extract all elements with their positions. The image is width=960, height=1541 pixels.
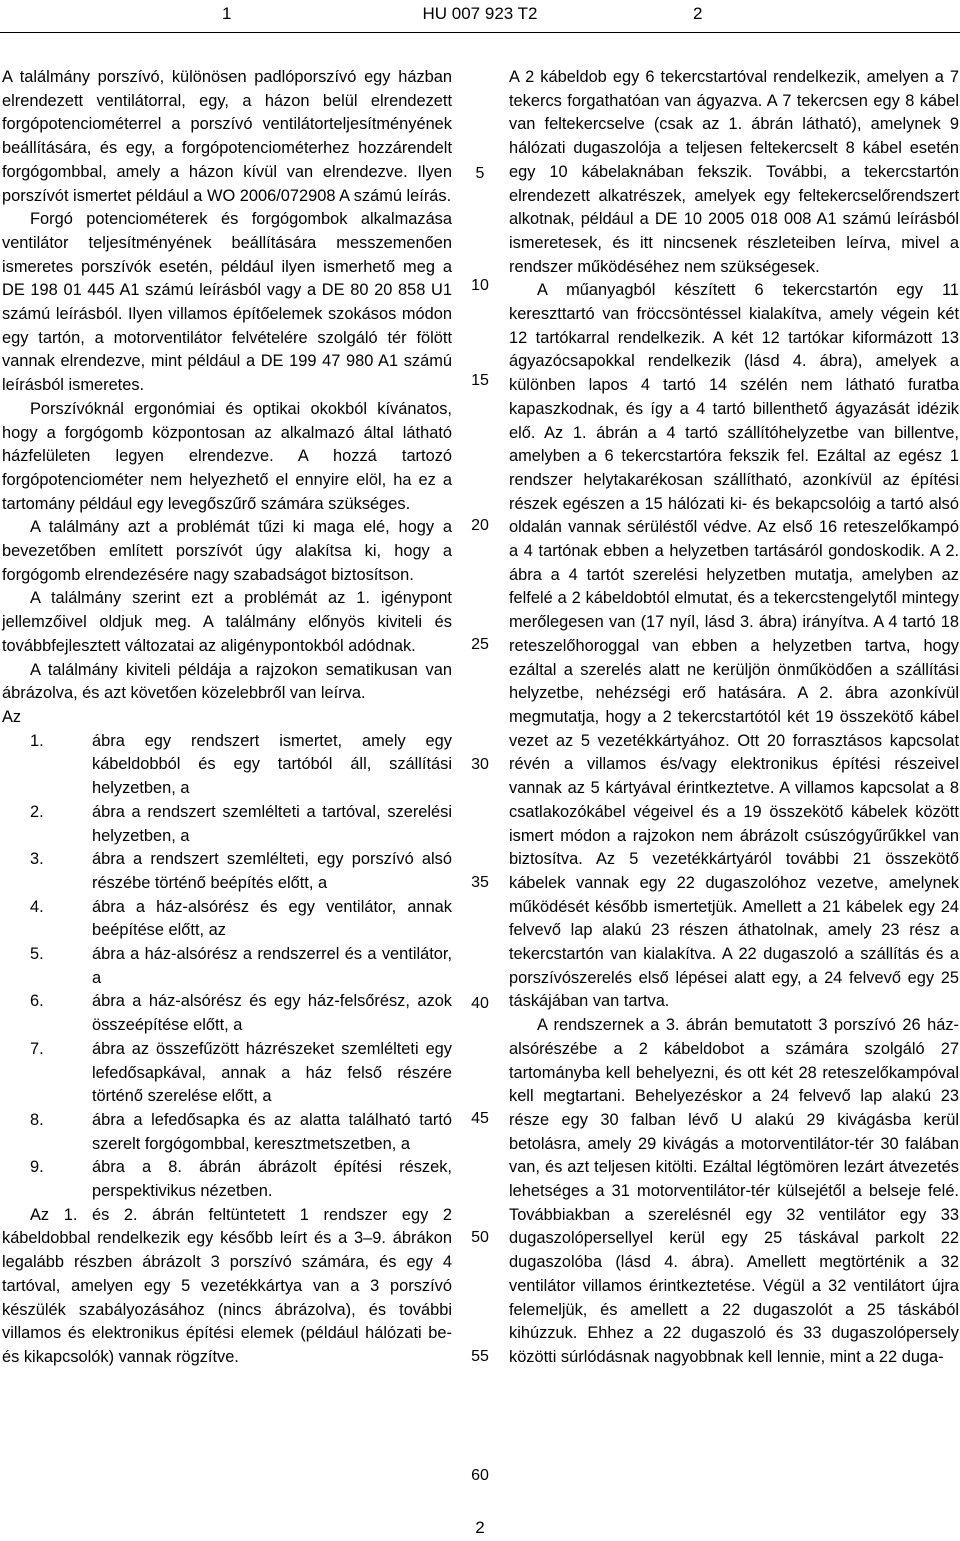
page-header — [0, 2, 960, 30]
line-number: 45 — [471, 1110, 489, 1127]
page-number-right: 2 — [693, 4, 703, 23]
figure-list-intro: Az — [2, 707, 22, 726]
figure-list — [2, 730, 452, 1204]
line-number: 55 — [471, 1348, 489, 1365]
paragraph: A találmány kiviteli példája a rajzokon sematikusan van ábrázolva, és azt követően közelebbről van leírva. — [2, 660, 452, 703]
figure-number: 7. — [30, 1039, 44, 1058]
paragraph: A 2 kábeldob egy 6 tekercstartóval rendelkezik, amelyen a 7 tekercs forgathatóan van ágyazva. A 7 tekercsen egy 8 kábel van feltekercselve (csak az 1. ábrán látható), amelynek 9 hálózati dugaszolója a teljesen feltekercselt 8 kábel esetén egy 10 kábelaknában fekszik. További, a tekercstartón elrendezett alkatrészek, amelyek egy feltekercselőrendszert alkotnak, például a DE 10 2005 018 008 A1 számú leírásból ismeretesek, és itt nincsenek részleteiben leírva, mivel a rendszer működéséhez nem szükségesek. — [509, 68, 959, 276]
line-number: 10 — [471, 277, 489, 294]
figure-description: ábra az összefűzött házrészeket szemlélteti egy lefedősapkával, annak a ház felső részére történő szerelése előtt, a — [92, 1039, 452, 1106]
paragraph: A rendszernek a 3. ábrán bemutatott 3 porszívó 26 ház-alsórészébe a 2 kábeldobot a számára szolgáló 27 tartományba kell behelyezni, és ott két 28 reteszelőkampóval kell megtartani. Behelyezéskor a 24 felvevő lap alakú 23 része egy 30 falban lévő U alakú 29 kivágásba kerül betolásra, amely 29 kivágás a motorventilátor-tér 30 falában van, és azt teljesen kitölti. Ezáltal légtömören lezárt átvezetés lehetséges a 31 motorventilátor-tér külsejétől a belseje felé. Továbbiakban a szerelésnél egy 32 ventilátor egy 33 dugaszolópersellyel kerül egy 25 táskával parkolt 22 dugaszolóba (lásd 4. ábra). Amellett megtörténik a 32 ventilátor villamos érintkeztetése. Végül a 32 ventilátort újra felemeljük, és amellett a 22 dugaszolót a 25 táskából kihúzzuk. Ehhez a 22 dugaszoló és 33 dugaszolópersely közötti súrlódásnak nagyobbnak kell lennie, mint a 22 duga- — [509, 1016, 959, 1366]
figure-item — [2, 1038, 452, 1109]
paragraph: A találmány szerint ezt a problémát az 1. igénypont jellemzőivel oldjuk meg. A találmány előnyös kiviteli és továbbfejlesztett változatai az aligénypontokból adódnak. — [2, 589, 452, 655]
line-number: 15 — [471, 372, 489, 389]
figure-description: ábra a 8. ábrán ábrázolt építési részek, perspektivikus nézetben. — [92, 1158, 452, 1201]
figure-item — [2, 801, 452, 848]
figure-description: ábra a ház-alsórész és egy ház-felsőrész, azok összeépítése előtt, a — [92, 992, 452, 1035]
figure-number: 5. — [30, 945, 44, 964]
figure-item — [2, 896, 452, 943]
paragraph: A találmány porszívó, különösen padlóporszívó egy házban elrendezett ventilátorral, egy, a házon belül elrendezett forgópotenciométerrel a porszívó ventilátorteljesítményének beállítására, és egy, a forgópotenciométerhez hozzárendelt forgógombbal, amely a házon kívül van elrendezve. Ilyen porszívót ismertet például a WO 2006/072908 A számú leírás. — [2, 68, 452, 205]
left-column — [2, 66, 452, 1370]
paragraph: Az 1. és 2. ábrán feltüntetett 1 rendszer egy 2 kábeldobbal rendelkezik egy később leírt és a 3–9. ábrákon legalább részben ábrázolt 3 porszívó számára, és egy 4 tartóval, amelyen egy 5 vezetékkártya van a 3 porszívó készülék szabályozásához (nincs ábrázolva), és további villamos és elektronikus építési elemek (például hálózati be- és kikapcsolók) vannak rögzítve. — [2, 1205, 452, 1366]
figure-number: 9. — [30, 1158, 44, 1177]
figure-number: 2. — [30, 802, 44, 821]
paragraph: Forgó potenciométerek és forgógombok alkalmazása ventilátor teljesítményének beállítására messzemenően ismeretes porszívók esetén, például ilyen ismerhető meg a DE 198 01 445 A1 számú leírásból vagy a DE 80 20 858 U1 számú leírásból. Ilyen villamos építőelemek szokásos módon egy tartón, a motorventilátor felvételére szolgáló tér fölött vannak elrendezve, mint például a DE 199 47 980 A1 számú leírásból ismeretes. — [2, 210, 452, 395]
figure-description: ábra a lefedősapka és az alatta található tartó szerelt forgógombbal, keresztmetszetben, a — [92, 1110, 452, 1153]
figure-description: ábra a ház-alsórész és egy ventilátor, annak beépítése előtt, az — [92, 897, 452, 940]
figure-description: ábra a rendszert szemlélteti a tartóval, szerelési helyzetben, a — [92, 802, 452, 845]
figure-item — [2, 730, 452, 801]
figure-description: ábra a ház-alsórész a rendszerrel és a ventilátor, a — [92, 945, 452, 987]
paragraph: Porszívóknál ergonómiai és optikai okokból kívánatos, hogy a forgógomb központosan az alkalmazó által látható házfelületen legyen elrendezve. A hozzá tartozó forgópotenciométer nem helyezhető el ennyire elöl, ha ez a tartomány például egy levegőszűrő számára szükséges. — [2, 399, 452, 513]
figure-description: ábra a rendszert szemlélteti, egy porszívó alsó részébe történő beépítés előtt, a — [92, 850, 452, 892]
paragraph: A műanyagból készített 6 tekercstartón egy 11 kereszttartó van fröccsöntéssel kialakítva, amely végein két 12 tartókarral rendelkezik. A két 12 tartókar kiformázott 13 ágyazócsapokkal rendelkezik (lásd 4. ábra), amelyek a különben lapos 4 tartó 14 szélén nem látható furatba kapaszkodnak, és így a 4 tartó billenthető ágyazását idézik elő. Az 1. ábrán a 4 tartó szállítóhelyzetbe van billentve, amelyben a 6 tekercstartóra fekszik fel. Ezáltal az egész 1 rendszer helytakarékosan szállítható, azonkívül az építési részek egészen a 15 hálózati ki- és bekapcsolóig a tartó alsó oldalán vannak sérüléstől védve. Az első 16 reteszelőkampó a 4 tartónak ebben a helyzetben tartásáról gondoskodik. A 2. ábra a 4 tartót szerelési helyzetben mutatja, amelyben az felfelé a 2 kábeldobtól elmutat, és a tekercstengelytől mintegy merőlegesen van (17 nyíl, lásd 3. ábra) irányítva. A 4 tartó 18 reteszelőhoroggal van ebben a helyzetben tartva, hogy ezáltal a szerelés alatt ne kerüljön önműködően a szállítási helyzetbe, nehézségi erő hatására. A 2. ábra azonkívül megmutatja, hogy a 2 tekercstartótól két 19 összekötő kábel vezet az 5 vezetékkártyához. Ott 20 forrasztásos kapcsolat révén a villamos és/vagy elektronikus építési részeivel vannak az 5 kártyával érintkeztetve. A villamos kapcsolat a 8 csatlakozókábel végeivel és a 19 összekötő kábelek között ismert módon a rajzokon nem ábrázolt csúszógyűrűkkel van biztosítva. Az 5 vezetékkártyáról további 21 összekötő kábelek vannak egy 22 dugaszolóhoz vezetve, amelynek működését később ismertetjük. Amellett a 21 kábelek egy 24 felvevő lap alakú 23 részen áthatolnak, amely 23 rész a tekercstartón van kialakítva. A 22 dugaszoló a szállítás és a porszívószerelés első lépései alatt egy, a 24 felvevő egy 25 táskájában van tartva. — [509, 281, 959, 1011]
page-number-left: 1 — [222, 4, 232, 23]
line-number: 50 — [471, 1229, 489, 1246]
line-number: 30 — [471, 756, 489, 773]
right-column — [509, 66, 959, 1370]
figure-number: 3. — [30, 850, 44, 869]
figure-number: 4. — [30, 897, 44, 916]
header-rule — [0, 32, 960, 33]
figure-number: 6. — [30, 992, 44, 1011]
figure-item — [2, 848, 452, 895]
figure-description: ábra egy rendszert ismertet, amely egy kábeldobból és egy tartóból áll, szállítási helyzetben, a — [92, 731, 452, 798]
paragraph: A találmány azt a problémát tűzi ki maga elé, hogy a bevezetőben említett porszívót úgy alakítsa ki, hogy a forgógomb elrendezésére nagy szabadságot biztosítson. — [2, 518, 452, 584]
figure-number: 8. — [30, 1110, 44, 1129]
line-number: 35 — [471, 874, 489, 891]
page-footer-number: 2 — [475, 1518, 485, 1537]
line-number: 40 — [471, 995, 489, 1012]
line-number: 60 — [471, 1467, 489, 1484]
figure-item — [2, 990, 452, 1037]
figure-item — [2, 943, 452, 990]
line-number: 25 — [471, 636, 489, 653]
line-number: 5 — [475, 165, 485, 182]
patent-number: HU 007 923 T2 — [422, 4, 538, 23]
figure-number: 1. — [30, 731, 44, 750]
figure-item — [2, 1156, 452, 1203]
figure-item — [2, 1109, 452, 1156]
line-number: 20 — [471, 517, 489, 534]
